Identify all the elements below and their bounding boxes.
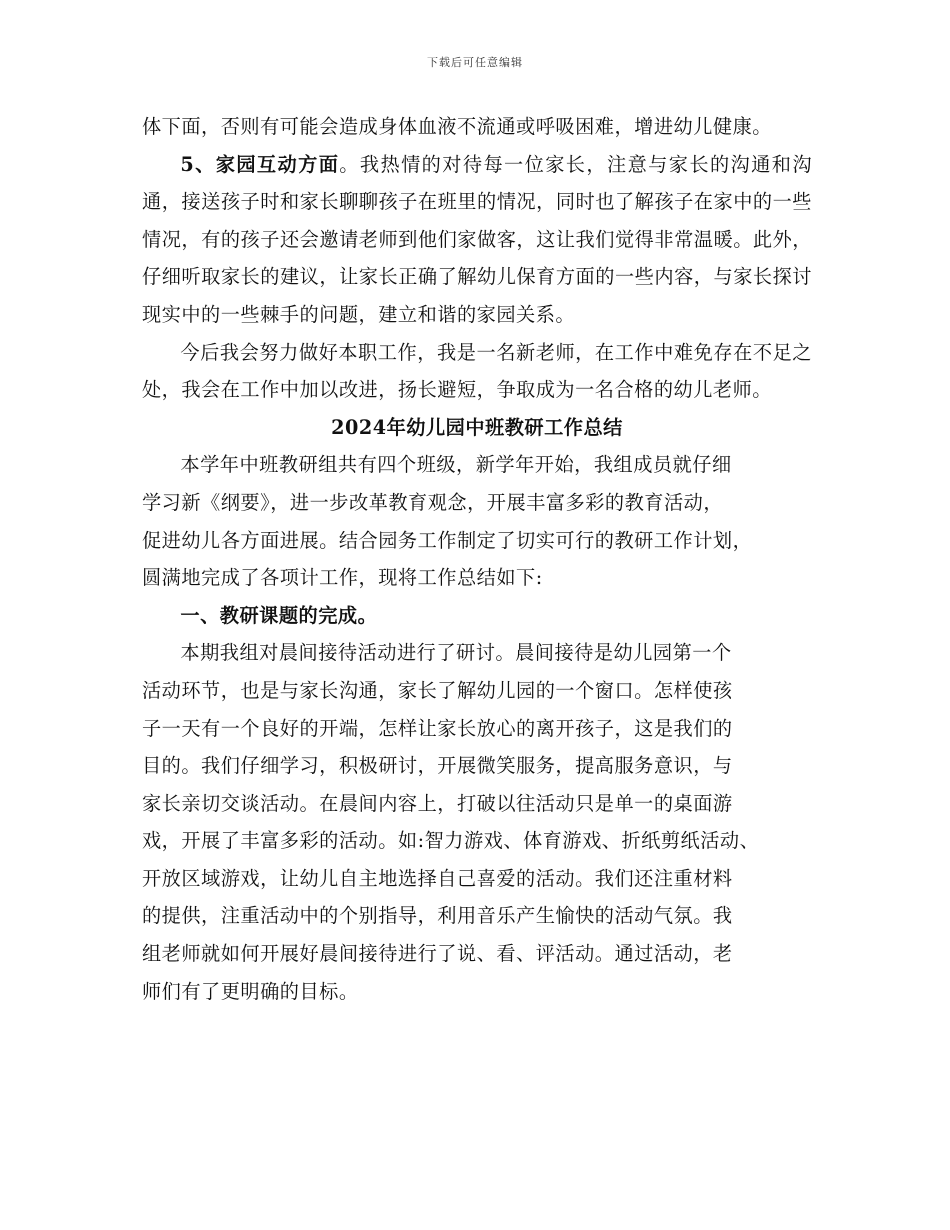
text-line: 师们有了更明确的目标。: [142, 979, 359, 1003]
paragraph-future-work: 今后我会努力做好本职工作，我是一名新老师，在工作中难免存在不足之处，我会在工作中加以改进，扬长避短，争取成为一名合格的幼儿老师。: [142, 340, 812, 402]
section-title: 2024年幼儿园中班教研工作总结: [331, 415, 623, 439]
paragraph-research: [142, 634, 812, 1010]
text-line: 本学年中班教研组共有四个班级，新学年开始，我组成员就仔细: [180, 453, 732, 477]
text-line: 的提供，注重活动中的个别指导，利用音乐产生愉快的活动气氛。我: [142, 904, 733, 928]
text-line: 本期我组对晨间接待活动进行了研讨。晨间接待是幼儿园第一个: [180, 641, 732, 665]
paragraph-inline-heading: 5、家园互动方面: [180, 152, 340, 176]
page-header: 下载后可任意编辑: [427, 56, 523, 69]
text-line: 家长亲切交谈活动。在晨间内容上，打破以往活动只是单一的桌面游: [142, 791, 733, 815]
text-line: 目的。我们仔细学习，积极研讨，开展微笑服务，提高服务意识，与: [142, 754, 733, 778]
paragraph-home-interaction: [142, 146, 812, 334]
subsection-heading: 一、教研课题的完成。: [180, 603, 378, 627]
text-line: 圆满地完成了各项计工作，现将工作总结如下:: [142, 566, 543, 590]
text-line: 组老师就如何开展好晨间接待进行了说、看、评活动。通过活动，老: [142, 942, 733, 966]
text-line: 活动环节，也是与家长沟通，家长了解幼儿园的一个窗口。怎样使孩: [142, 678, 733, 702]
text-line: 促进幼儿各方面进展。结合园务工作制定了切实可行的教研工作计划，: [142, 528, 753, 552]
text-line: 戏，开展了丰富多彩的活动。如:智力游戏、体育游戏、折纸剪纸活动、: [142, 829, 760, 853]
text-line: 开放区域游戏，让幼儿自主地选择自己喜爱的活动。我们还注重材料: [142, 866, 733, 890]
document-body: [142, 108, 812, 1010]
text-line: 学习新《纲要》，进一步改革教育观念，开展丰富多彩的教育活动，: [142, 490, 724, 514]
paragraph-intro: [142, 446, 812, 596]
text-line: 子一天有一个良好的开端，怎样让家长放心的离开孩子，这是我们的: [142, 716, 733, 740]
paragraph-body-text: 。我热情的对待每一位家长，注意与家长的沟通和沟通，接送孩子时和家长聊聊孩子在班里的情况，同时也了解孩子在家中的一些情况，有的孩子还会邀请老师到他们家做客，这让我们觉得非常温暖。此外，仔细听取家长的建议，让家长正确了解幼儿保育方面的一些内容，与家长探讨现实中的一些棘手的问题，建立和谐的家园关系。: [142, 152, 813, 326]
paragraph-continued: 体下面，否则有可能会造成身体血液不流通或呼吸困难，增进幼儿健康。: [142, 115, 772, 138]
